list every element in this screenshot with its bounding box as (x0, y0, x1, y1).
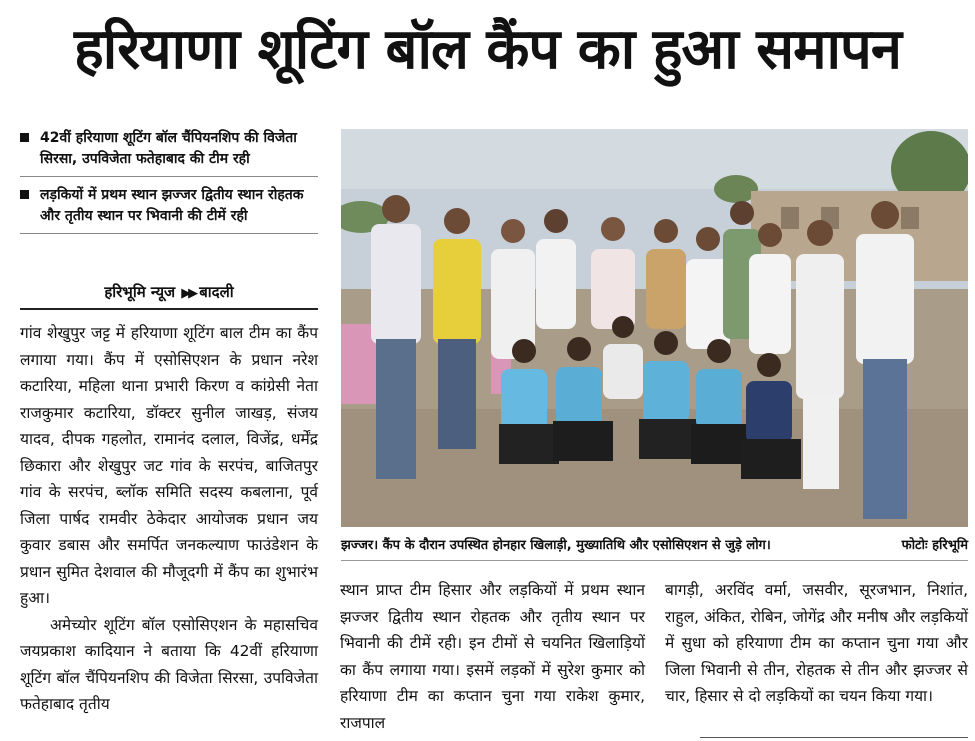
highlight-item (20, 128, 318, 177)
article-paragraph: अमेच्योर शूटिंग बॉल एसोसिएशन के महासचिव जयप्रकाश कादियान ने बताया कि 42वीं हरियाणा शूटिंग बॉल चैंपियनशिप की विजेता सिरसा, उपविजेता फतेहाबाद तृतीय (20, 615, 318, 713)
highlight-text: 42वीं हरियाणा शूटिंग बॉल चैंपियनशिप की विजेता सिरसा, उपविजेता फतेहाबाद की टीम रही (40, 130, 297, 167)
article-column-2 (340, 577, 645, 736)
news-photo (341, 129, 968, 527)
highlights (20, 128, 318, 242)
article-column-3 (665, 577, 968, 710)
byline (20, 278, 318, 310)
photo-credit: फोटोः हरिभूमि (901, 538, 968, 553)
forward-arrows-icon: ▶▶ (181, 286, 196, 301)
byline-place: बादली (199, 283, 234, 301)
caption-text: झज्जर। कैंप के दौरान उपस्थित होनहार खिलाड़ी, मुख्यातिथि और एसोसिएशन से जुड़े लोग। (341, 538, 771, 553)
byline-source: हरिभूमि न्यूज (104, 283, 176, 301)
headline: हरियाणा शूटिंग बॉल कैंप का हुआ समापन (74, 17, 901, 82)
article-paragraph: बागड़ी, अरविंद वर्मा, जसवीर, सूरजभान, निशांत, राहुल, अंकित, रोबिन, जोगेंद्र और मनीष और लड़कियों में सुधा को हरियाणा टीम का कप्तान चुना गया और जिला भिवानी से तीन, रोहतक से तीन और झज्जर से चार, हिसार से दो लड़कियों का चयन किया गया। (665, 581, 968, 705)
article-paragraph: गांव शेखुपुर जट्ट में हरियाणा शूटिंग बाल टीम का कैंप लगाया गया। कैंप में एसोसिएशन के प्रधान नरेश कटारिया, महिला थाना प्रभारी किरण व कांग्रेसी नेता राजकुमार कटारिया, डॉक्टर सुनील जाखड़, संजय यादव, दीपक गहलोत, रामानंद दलाल, विजेंद्र, धर्मेंद्र छिकारा और शेखुपुर जट गांव के सरपंच, बाजितपुर गांव के सरपंच, ब्लॉक समिति सदस्य कबलाना, पूर्व जिला पार्षद रामवीर ठेकेदार आयोजक प्रधान जय कुवार डबास और समर्पित जनकल्याण फाउंडेशन के प्रधान सुमित देशवाल की मौजूदगी में कैंप का शुभारंभ हुआ। (20, 324, 318, 607)
photo-caption (341, 534, 968, 561)
bottom-divider (700, 737, 968, 738)
bullet-square-icon (20, 133, 29, 142)
article-paragraph: स्थान प्राप्त टीम हिसार और लड़कियों में प्रथम स्थान झज्जर द्वितीय स्थान रोहतक और तृतीय स्थान पर भिवानी की टीमें रही। इन टीमों से चयनित खिलाड़ियों का कैंप लगाया गया। इसमें लड़कों में सुरेश कुमार को हरियाणा टीम का कप्तान चुना गया राकेश कुमार, राजपाल (340, 581, 645, 732)
highlight-item (20, 185, 318, 234)
article-column-1 (20, 320, 318, 718)
bullet-square-icon (20, 190, 29, 199)
highlight-text: लड़कियों में प्रथम स्थान झज्जर द्वितीय स्थान रोहतक और तृतीय स्थान पर भिवानी की टीमें रही (40, 187, 304, 224)
